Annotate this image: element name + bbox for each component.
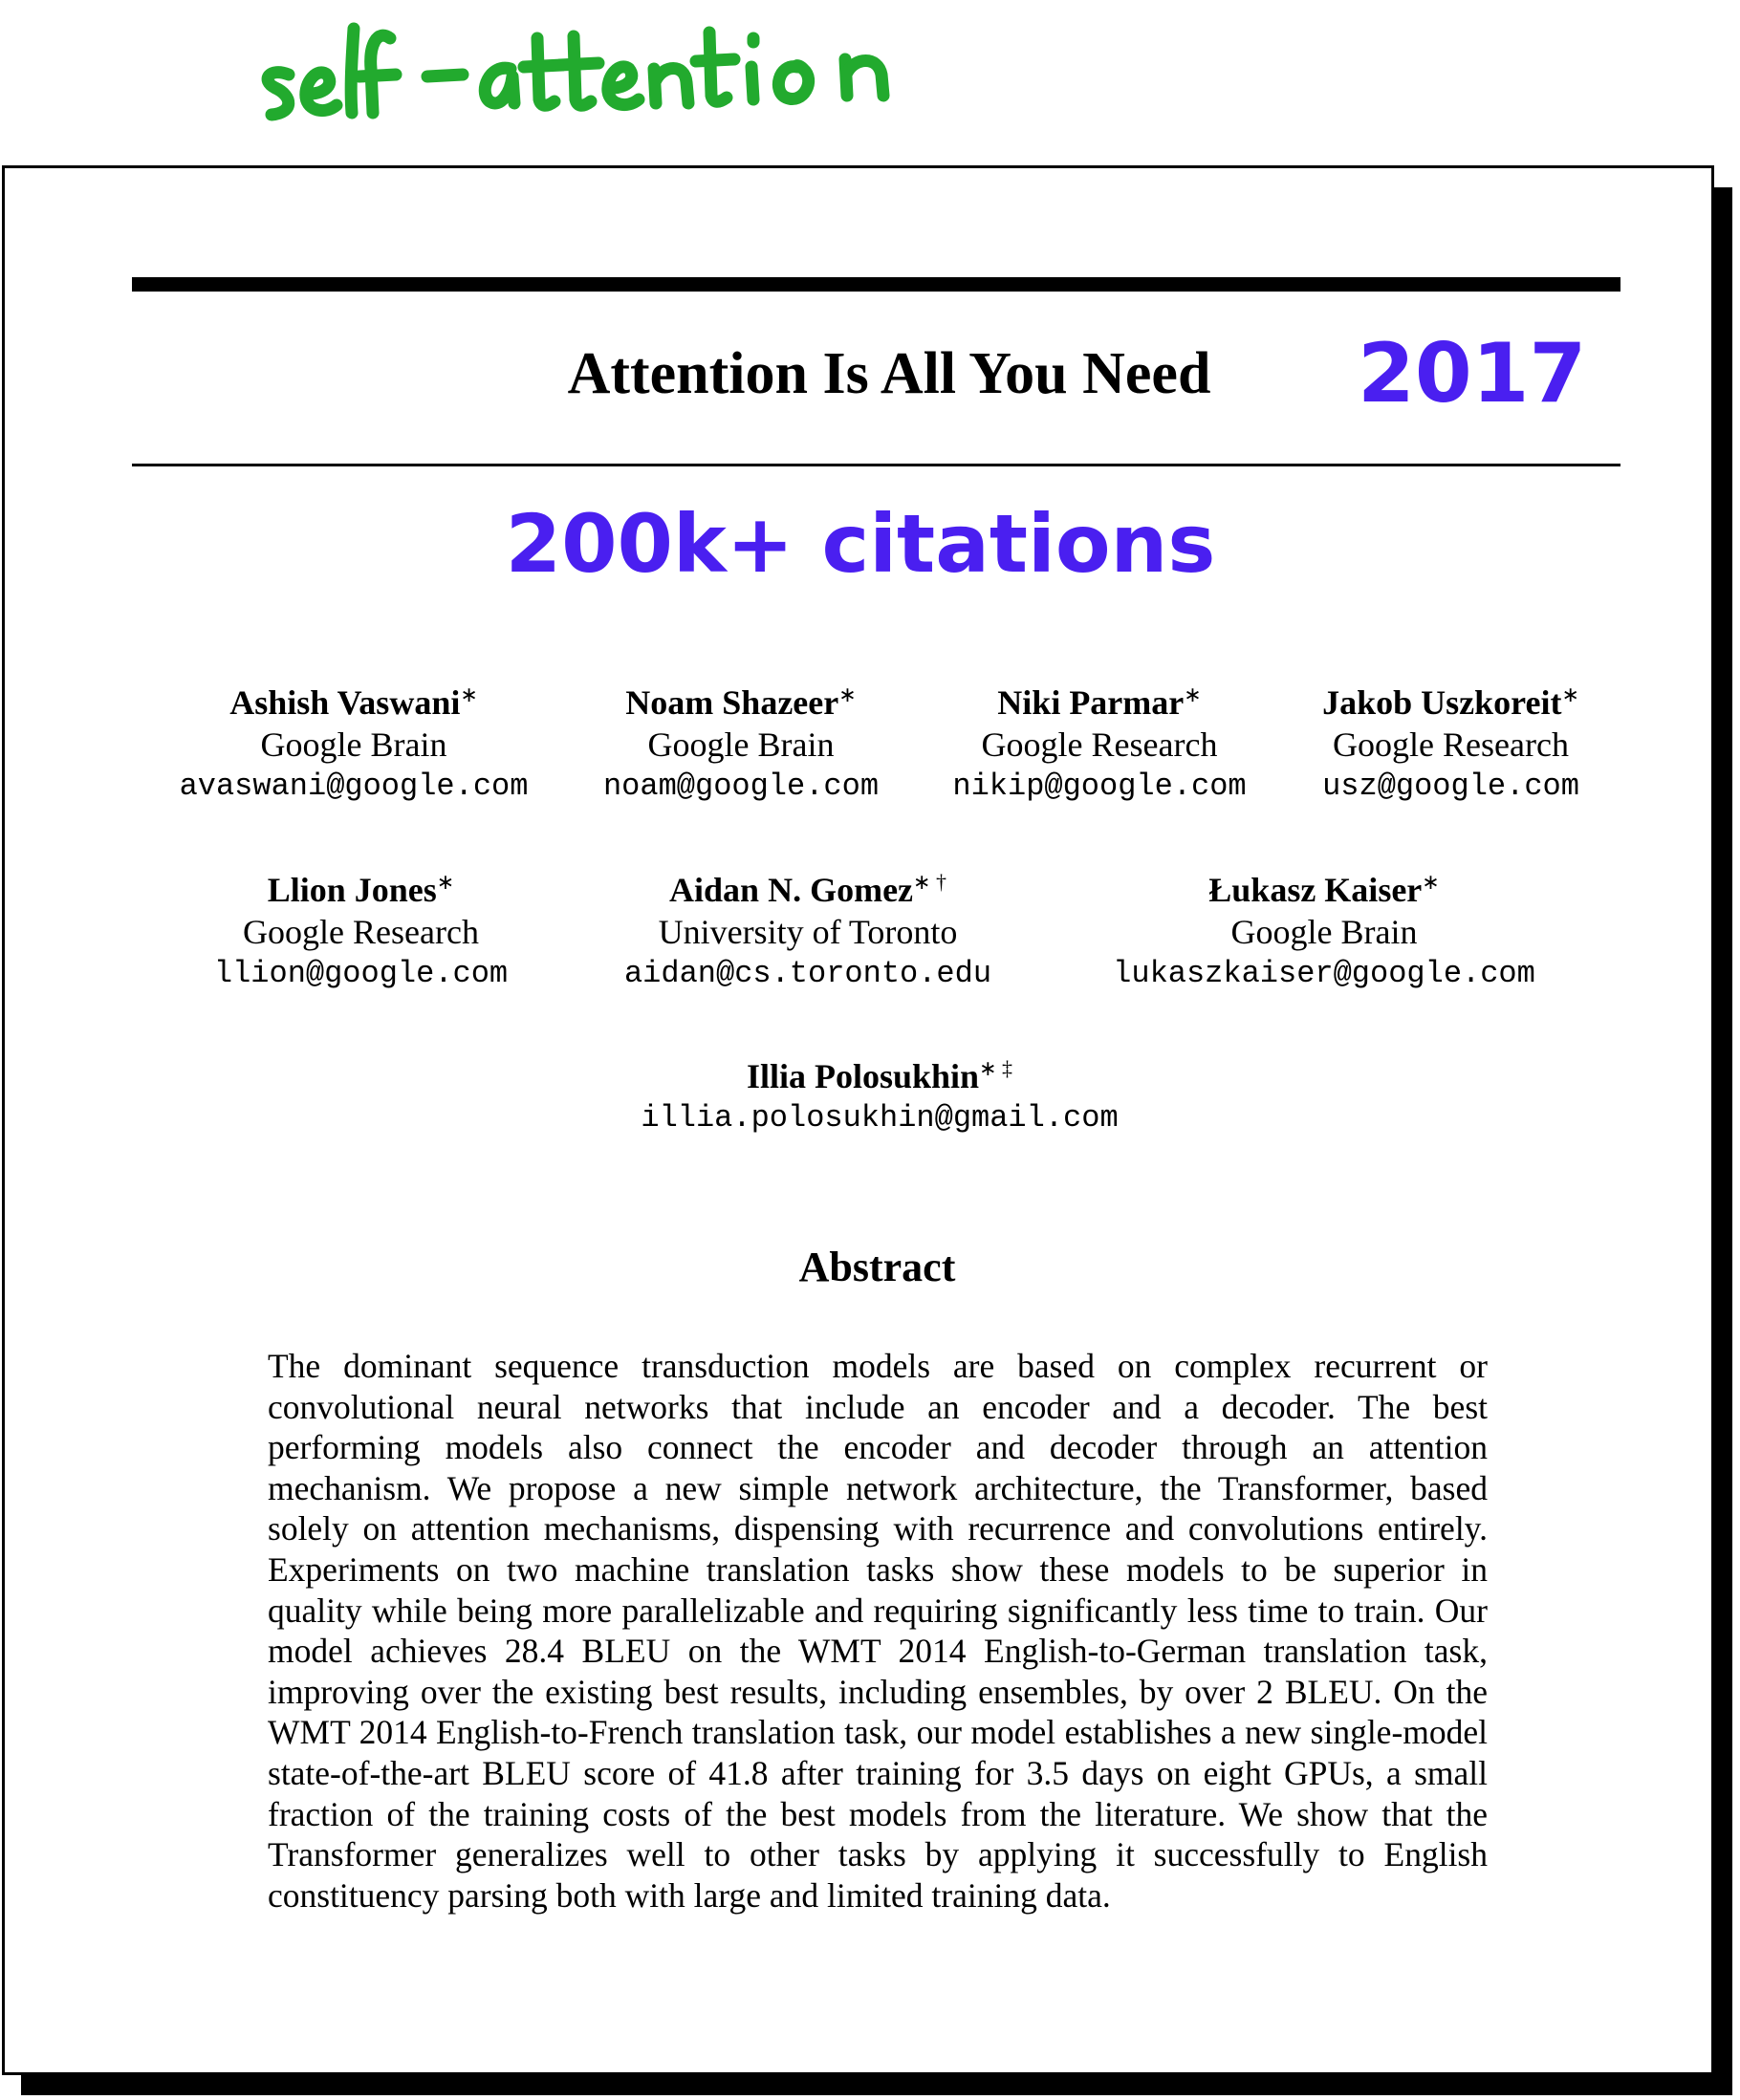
author-affiliation: Google Research bbox=[243, 913, 479, 951]
author-mark: ∗ bbox=[436, 870, 455, 894]
author-affiliation: Google Brain bbox=[647, 725, 835, 764]
author-name: Aidan N. Gomez bbox=[669, 871, 914, 909]
author-block bbox=[1286, 674, 1616, 808]
author-affiliation: Google Brain bbox=[260, 725, 447, 764]
author-mark: ∗ bbox=[838, 682, 857, 706]
author-affiliation: Google Research bbox=[1333, 725, 1569, 764]
handwritten-annotation bbox=[250, 0, 977, 143]
author-block bbox=[1080, 861, 1568, 995]
author-name: Ashish Vaswani bbox=[229, 683, 461, 722]
author-name: Łukasz Kaiser bbox=[1208, 871, 1423, 909]
author-name: Niki Parmar bbox=[997, 683, 1185, 722]
handwritten-note-drawing bbox=[250, 0, 977, 143]
author-email: noam@google.com bbox=[602, 769, 880, 804]
author-mark: ∗ ‡ bbox=[979, 1056, 1013, 1080]
author-email: avaswani@google.com bbox=[179, 769, 529, 804]
author-email: illia.polosukhin@gmail.com bbox=[641, 1100, 1119, 1136]
author-email: nikip@google.com bbox=[952, 769, 1247, 804]
author-name: Llion Jones bbox=[267, 871, 437, 909]
author-mark: ∗ bbox=[1561, 682, 1579, 706]
author-mark: ∗ bbox=[1422, 870, 1440, 894]
author-email: lukaszkaiser@google.com bbox=[1113, 956, 1535, 991]
author-mark: ∗ bbox=[1184, 682, 1202, 706]
author-affiliation: Google Research bbox=[981, 725, 1218, 764]
year-highlight: 2017 bbox=[1358, 326, 1587, 422]
title-top-rule bbox=[132, 277, 1620, 292]
author-block bbox=[593, 1048, 1166, 1139]
abstract-body: The dominant sequence transduction models are based on complex recurrent or convolutional neural networks that include an encoder and a decoder. The best performing models also connect the encoder and decoder through an attention mechanism. We propose a new simple network architecture, the Transformer, based solely on attention mechanisms, dispensing with recurrence and convolutions entirely. Experiments on two machine translation tasks show these models to be superior in quality while being more parallelizable and requiring significantly less time to train. Our model achieves 28.4 BLEU on the WMT 2014 English-to-German translation task, improving over the existing best results, including ensembles, by over 2 BLEU. On the WMT 2014 English-to-French translation task, our model establishes a new single-model state-of-the-art BLEU score of 41.8 after training for 3.5 days on eight GPUs, a small fraction of the training costs of the best models from the literature. We show that the Transformer generalizes well to other tasks by applying it successfully to English constituency parsing both with large and limited training data. bbox=[268, 1347, 1488, 1915]
author-name: Illia Polosukhin bbox=[746, 1057, 980, 1095]
author-email: usz@google.com bbox=[1322, 769, 1579, 804]
author-block bbox=[602, 861, 1013, 995]
author-email: llion@google.com bbox=[213, 956, 509, 991]
author-affiliation: University of Toronto bbox=[658, 913, 958, 951]
author-email: aidan@cs.toronto.edu bbox=[623, 956, 992, 991]
abstract-heading: Abstract bbox=[798, 1244, 956, 1290]
author-block bbox=[163, 674, 545, 808]
author-block bbox=[186, 861, 535, 995]
paper-title: Attention Is All You Need bbox=[567, 341, 1211, 406]
author-affiliation: Google Brain bbox=[1230, 913, 1418, 951]
author-block bbox=[932, 674, 1267, 808]
author-name: Noam Shazeer bbox=[625, 683, 839, 722]
title-bottom-rule bbox=[132, 464, 1620, 466]
author-mark: ∗ † bbox=[913, 870, 946, 894]
author-name: Jakob Uszkoreit bbox=[1322, 683, 1562, 722]
citations-highlight: 200k+ citations bbox=[505, 497, 1216, 591]
author-mark: ∗ bbox=[460, 682, 478, 706]
author-block bbox=[574, 674, 908, 808]
